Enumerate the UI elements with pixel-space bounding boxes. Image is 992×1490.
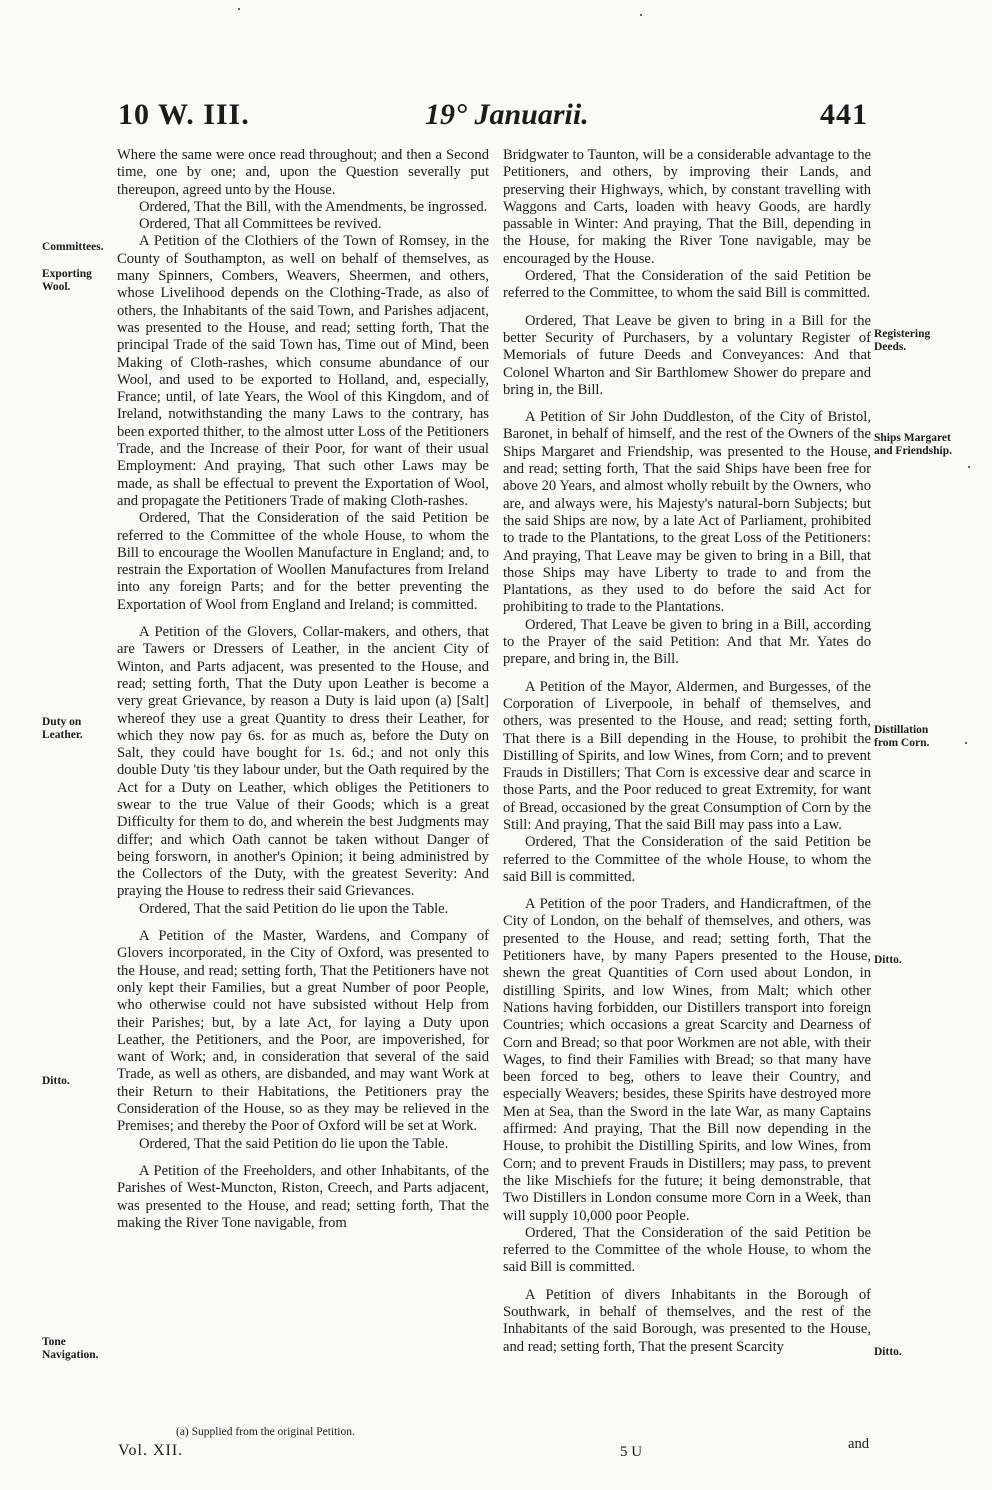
margin-note-tone-navigation: Tone Navigation. — [42, 1336, 99, 1361]
order-paragraph: Ordered, That the Consideration of the said Petition be referred to the Committee of the whole House, to whom the said Bill is committed. — [503, 1224, 871, 1276]
margin-note-exporting-wool: Exporting Wool. — [42, 268, 92, 293]
margin-note-distillation: Distillation from Corn. — [874, 724, 930, 749]
margin-note-ditto: Ditto. — [874, 1346, 902, 1358]
margin-note-registering-deeds: Registering Deeds. — [874, 328, 931, 353]
petition-paragraph: A Petition of Sir John Duddleston, of the City of Bristol, Baronet, in behalf of himself, and the rest of the Owners of the Ships Margaret and Friendship, was presented to the House, and read; setting forth, That the said Ships have been free for above 20 Years, and almost wholly rebuilt by the Owners, who are, and always were, his Majesty's natural-born Subjects; but the said Ships are now, by a late Act of Parliament, prohibited to trade to the Plantations, to the great Loss of the Petitioners: And praying, That Leave may be given to bring in a Bill, that those Ships may have Liberty to trade to and from the Plantations, as they used to do before the said Act for prohibiting to trade to the Plantations. — [503, 409, 871, 616]
right-column — [503, 147, 871, 1356]
petition-paragraph: A Petition of the Master, Wardens, and Company of Glovers incorporated, in the City of Oxford, was presented to the House, and read; setting forth, That the Petitioners have not only kept their Families, but a great Number of poor People, who otherwise could not have subsisted without Help from their Parishes; but, by a late Act, for laying a Duty upon Leather, the Petitioners, and the Poor, are impoverished, for want of Work; and, in consideration that several of the said Trade, as well as others, are disbanded, and may want Work at their Return to their Habitations, the Petitioners pray the Consideration of the House, so as they may be relieved in the Premises; and thereby the Poor of Oxford will be set at Work. — [117, 928, 489, 1135]
margin-note-committees: Committees. — [42, 241, 104, 253]
running-head — [0, 98, 992, 148]
print-speck — [238, 8, 240, 10]
order-paragraph: Ordered, That the Bill, with the Amendments, be ingrossed. — [139, 198, 488, 215]
page-number: 441 — [820, 98, 868, 131]
volume-label: Vol. XII. — [118, 1442, 184, 1459]
order-paragraph: Ordered, That the Consideration of the said Petition be referred to the Committee of the whole House, to whom the Bill to encourage the Woollen Manufacture in England; and, to restrain the Exportation of Woollen Manufactures from Ireland into any foreign Parts; and for the better preventing the Exportation of Wool from England and Ireland; is committed. — [117, 510, 489, 613]
margin-note-ditto: Ditto. — [42, 1075, 70, 1087]
footnote: (a) Supplied from the original Petition. — [176, 1426, 355, 1438]
petition-paragraph: A Petition of the poor Traders, and Handicraftmen, of the City of London, on the behalf of themselves, and others, was presented to the House, and read; setting forth, That the Petitioners have, by many Papers presented to the House, shewn the great Quantities of Corn used about London, in distilling Spirits, and low Wines, from Malt; which other Nations having forbidden, our Distillers transport into foreign Countries; which occasions a great Scarcity and Dearness of Corn and Bread; so that poor Workmen are not able, with their Wages, to find their Families with Bread; so that many have been forced to beg, others to leave their Country, and especially Weavers; besides, these Spirits have destroyed more Men at Sea, than the Sword in the late War, as many Captains affirmed: And praying, That the Bill now depending in the House, to prohibit the Distilling Spirits, and low Wines, from Corn; and to prevent Frauds in Distillers; may pass, to prevent the like Mischiefs for the future; it being demonstrable, that Two Distillers in London consume more Corn in a Week, than will supply 10,000 poor People. — [503, 896, 871, 1224]
order-paragraph: Ordered, That the Consideration of the said Petition be referred to the Committee, to whom the said Bill is committed. — [503, 268, 871, 302]
order-paragraph: Ordered, That the Consideration of the said Petition be referred to the Committee of the whole House, to whom the said Bill is committed. — [503, 834, 871, 885]
margin-note-ships: Ships Margaret and Friendship. — [874, 432, 952, 457]
regnal-year: 10 W. III. — [118, 98, 250, 131]
order-paragraph: Ordered, That Leave be given to bring in a Bill, according to the Prayer of the said Petition: And that Mr. Yates do prepare, and bring in, the Bill. — [503, 616, 871, 668]
petition-paragraph: A Petition of the Clothiers of the Town of Romsey, in the County of Southampton, as well on behalf of themselves, as many Spinners, Combers, Weavers, Sheermen, and others, whose Livelihood depends on the Clothing-Trade, as also of others, the Inhabitants of the said Town, and Parishes adjacent, was presented to the House, and read; setting forth, That the principal Trade of the said Town has, Time out of Mind, been Making of Cloth-rashes, which consume abundance of our Wool, and used to be exported to Holland, and, especially, France; until, of late Years, the Wool of this Kingdom, and of Ireland, notwithstanding the many Laws to the contrary, has been exported thither, to the almost utter Loss of the Petitioners Trade, and the Increase of their Poor, for want of their usual Employment: And praying, That such other Laws may be made, as shall be effectual to prevent the Exportation of Wool, and propagate the Petitioners Trade of making Cloth-rashes. — [117, 233, 489, 509]
left-column — [117, 147, 489, 1232]
gathering-signature: 5 U — [620, 1444, 643, 1460]
catchword: and — [848, 1436, 870, 1452]
order-paragraph: Ordered, That all Committees be revived. — [139, 216, 382, 233]
margin-note-ditto: Ditto. — [874, 954, 902, 966]
print-speck — [640, 14, 642, 16]
order-paragraph: Ordered, That the said Petition do lie upon the Table. — [139, 1135, 449, 1152]
petition-paragraph: A Petition of the Freeholders, and other Inhabitants, of the Parishes of West-Muncton, Riston, Creech, and Parts adjacent, was presented to the House, and read; setting forth, That the making the River Tone navigable, from — [117, 1162, 489, 1231]
paragraph: Where the same were once read throughout; and then a Second time, one by one; and, upon the Question severally put thereupon, agreed unto by the House. — [117, 147, 489, 198]
print-speck — [968, 466, 970, 468]
petition-paragraph: A Petition of the Glovers, Collar-makers, and others, that are Tawers or Dressers of Leather, in the ancient City of Winton, and Parts adjacent, was presented to the House, and read; setting forth, That the Duty upon Leather is become a very great Grievance, by reason a Duty is laid upon (a) [Salt] whereof they use a great Quantity to dress their Leather, for which they now pay 6s. for as much as, before the Duty on Salt, they could have bought for 1s. 6d.; and not only this double Duty 'tis they labour under, but the Oath required by the Act for a Duty on Leather, which obliges the Petitioners to swear to the true Value of their Goods; which is a great Difficulty for them to do, and wherein the best Judgments may differ; and which Oath cannot be taken without Danger of being forsworn, in another's Opinion; it being administred by the Collectors of the Duty, with the greatest Severity: And praying the House to redress their said Grievances. — [117, 624, 489, 900]
order-paragraph: Ordered, That Leave be given to bring in a Bill for the better Security of Purchasers, by a voluntary Register of Memorials of future Deeds and Conveyances: And that Colonel Wharton and Sir Barthlomew Shower do prepare and bring in, the Bill. — [503, 312, 871, 398]
sitting-date: 19° Januarii. — [425, 98, 589, 131]
petition-paragraph: A Petition of divers Inhabitants in the Borough of Southwark, in behalf of themselves, and the rest of the Inhabitants of the said Borough, was presented to the House, and read; setting forth, That the present Scarcity — [503, 1286, 871, 1355]
order-paragraph: Ordered, That the said Petition do lie upon the Table. — [139, 900, 449, 917]
paragraph: Bridgwater to Taunton, will be a considerable advantage to the Petitioners, and others, by improving their Lands, and preserving their Highways, which, by constant travelling with Waggons and Carts, loaden with heavy Goods, are hardly passable in Winter: And praying, That the Bill, depending in the House, for making the River Tone navigable, may be encouraged by the House. — [503, 147, 871, 267]
margin-note-duty-on-leather: Duty on Leather. — [42, 716, 83, 741]
print-speck — [965, 742, 967, 744]
petition-paragraph: A Petition of the Mayor, Aldermen, and Burgesses, of the Corporation of Liverpoole, in behalf of themselves, and others, was presented to the House, and read; setting forth, That there is a Bill depending in the House, to prohibit the Distilling of Spirits, and low Wines, from Corn; and to prevent Frauds in Distillers; That Corn is excessive dear and scarce in those Parts, and the Poor reduced to great Extremity, for want of Bread, occasioned by the great Consumption of Corn by the Still: And praying, That the said Bill may pass into a Law. — [503, 678, 871, 833]
